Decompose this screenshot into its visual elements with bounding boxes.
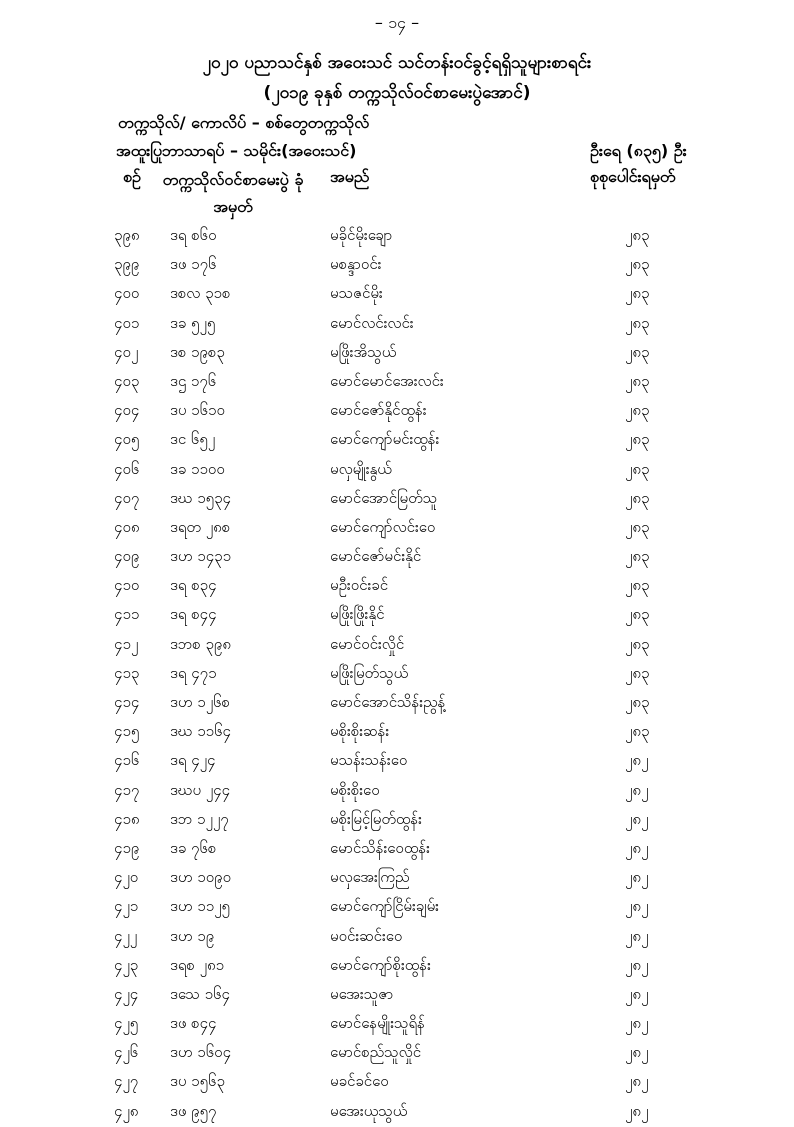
- serial-cell: ၄၀၀: [114, 284, 140, 303]
- marks-cell: ၂၈၃: [625, 605, 650, 624]
- serial-cell: ၄၂၁: [114, 897, 139, 916]
- serial-cell: ၄၁၈: [114, 809, 140, 828]
- name-cell: မလှမျိုးနွယ်: [330, 459, 392, 478]
- marks-cell: ၂၈၃: [625, 634, 650, 653]
- table-row: [0, 689, 794, 718]
- roll-number-cell: ဒဖ ၉၅၇: [170, 1101, 217, 1120]
- name-cell: မဖြိုးအိသွယ်: [330, 342, 397, 361]
- roll-number-cell: ဒဌ ၁၇၆: [170, 371, 217, 390]
- header-roll-number: တက္ကသိုလ်ဝင်စာမေးပွဲ ခုံအမှတ်: [162, 170, 304, 216]
- name-cell: မသန်းသန်းဝေ: [330, 751, 408, 770]
- name-cell: မစန္ဒာဝင်း: [330, 255, 382, 274]
- name-cell: မောင်ကျော်မင်းထွန်း: [330, 430, 440, 449]
- roll-number-cell: ဒပ ၁၅၆၃: [170, 1072, 225, 1091]
- table-row: [0, 572, 794, 601]
- serial-cell: ၄၁၁: [114, 605, 140, 624]
- header-name: အမည်: [330, 167, 370, 186]
- marks-cell: ၂၈၃: [625, 576, 650, 595]
- table-row: [0, 310, 794, 339]
- serial-cell: ၄၂၅: [114, 1014, 139, 1033]
- roll-number-cell: ဒပ ၁၆၁၀: [170, 401, 225, 420]
- serial-cell: ၄၂၂: [114, 926, 138, 945]
- marks-cell: ၂၈၃: [625, 459, 650, 478]
- marks-cell: ၂၈၃: [625, 226, 650, 244]
- header-serial: စဉ်: [123, 167, 141, 186]
- roll-number-cell: ဒသေ ၁၆၄: [170, 984, 230, 1003]
- serial-cell: ၄၁၆: [114, 751, 140, 770]
- marks-cell: ၂၈၃: [625, 342, 650, 361]
- roll-number-cell: ဒခ ၁၁၀၀: [170, 459, 225, 478]
- table-row: [0, 864, 794, 893]
- serial-cell: ၄၀၇: [114, 488, 140, 507]
- serial-cell: ၄၀၅: [114, 430, 140, 449]
- table-row: [0, 280, 794, 309]
- university-line: တက္ကသိုလ်/ ကောလိပ် – စစ်တွေတက္ကသိုလ်: [118, 113, 370, 132]
- roll-number-cell: ဒဖ ၁၇၆: [170, 255, 217, 274]
- marks-cell: ၂၈၃: [625, 371, 650, 390]
- table-row: [0, 1068, 794, 1097]
- document-title: ၂၀၂၀ ပညာသင်နှစ် အဝေးသင် သင်တန်းဝင်ခွင့်ရရှိသူများစာရင်း: [202, 53, 592, 73]
- marks-cell: ၂၈၃: [625, 517, 650, 536]
- table-row: [0, 1010, 794, 1039]
- table-row: [0, 660, 794, 689]
- document-subtitle: (၂၀၁၉ ခုနှစ် တက္ကသိုလ်ဝင်စာမေးပွဲအောင်): [263, 83, 531, 103]
- marks-cell: ၂၈၃: [625, 663, 650, 682]
- marks-cell: ၂၈၂: [625, 1101, 649, 1120]
- name-cell: မောင်ကျော်လင်းဝေ: [330, 517, 436, 536]
- serial-cell: ၄၁၅: [114, 722, 140, 741]
- roll-number-cell: ဒခ ၇၆စ: [170, 838, 217, 857]
- marks-cell: ၂၈၃: [625, 488, 650, 507]
- roll-number-cell: ဒဘစ ၃၉၈: [170, 634, 231, 653]
- marks-cell: ၂၈၃: [625, 430, 650, 449]
- name-cell: မောင်မောင်အေးလင်း: [330, 371, 444, 390]
- name-cell: မဝင်းဆင်းဝေ: [330, 926, 403, 945]
- name-cell: မောင်ဇော်နိုင်ထွန်း: [330, 401, 427, 420]
- serial-cell: ၄၁၃: [114, 663, 140, 682]
- name-cell: မောင်အောင်မြတ်သူ: [330, 488, 438, 507]
- name-cell: မောင်စည်သူလှိုင်: [330, 1043, 422, 1062]
- serial-cell: ၄၂၈: [114, 1101, 139, 1120]
- roll-number-cell: ဒဟ ၁၁၂၅: [170, 897, 230, 916]
- table-row: [0, 777, 794, 806]
- serial-cell: ၄၁၀: [114, 576, 140, 595]
- table-row: [0, 397, 794, 426]
- page-number: – ၁၄ –: [374, 13, 420, 32]
- roll-number-cell: ဒဃပ ၂၄၄: [170, 780, 231, 799]
- serial-cell: ၄၀၃: [114, 371, 140, 390]
- roll-number-cell: ဒဘ ၁၂၂၇: [170, 809, 229, 828]
- roll-number-cell: ဒရစ ၂၈၁: [170, 955, 225, 974]
- table-row: [0, 222, 794, 251]
- serial-cell: ၃၉၈: [114, 226, 140, 244]
- marks-cell: ၂၈၂: [625, 1014, 649, 1033]
- roll-number-cell: ဒရ စ၆၀: [170, 226, 217, 244]
- name-cell: မောင်လင်းလင်း: [330, 313, 414, 332]
- roll-number-cell: ဒဟ ၁၄၃၁: [170, 547, 232, 566]
- name-cell: မောင်အောင်သိန်းညွန့်: [330, 693, 446, 711]
- table-row: [0, 426, 794, 455]
- name-cell: မဖြိုးဖြိုးနိုင်: [330, 605, 385, 624]
- roll-number-cell: ဒခ ၅၂၅: [170, 313, 216, 332]
- table-row: [0, 368, 794, 397]
- marks-cell: ၂၈၂: [625, 868, 649, 887]
- roll-number-cell: ဒဃ ၁၅၃၄: [170, 488, 231, 507]
- table-row: [0, 631, 794, 660]
- table-row: [0, 485, 794, 514]
- name-cell: မခင်ခင်ဝေ: [330, 1072, 389, 1091]
- results-table: [0, 222, 794, 1127]
- subject-line: အထူးပြုဘာသာရပ် – သမိုင်း(အဝေးသင်): [116, 141, 357, 160]
- table-row: [0, 893, 794, 922]
- marks-cell: ၂၈၂: [625, 984, 649, 1003]
- name-cell: မခိုင်မိုးချော: [330, 226, 393, 244]
- roll-number-cell: ဒဟ ၁၂၆စ: [170, 693, 230, 711]
- table-row: [0, 1098, 794, 1127]
- roll-number-cell: ဒဟ ၁၆၀၄: [170, 1043, 232, 1062]
- table-row: [0, 251, 794, 280]
- marks-cell: ၂၈၂: [625, 1072, 649, 1091]
- serial-cell: ၄၀၁: [114, 313, 140, 332]
- serial-cell: ၄၁၉: [114, 838, 140, 857]
- marks-cell: ၂၈၃: [625, 313, 650, 332]
- marks-cell: ၂၈၂: [625, 780, 649, 799]
- name-cell: မအေးယုသွယ်: [330, 1101, 408, 1120]
- marks-cell: ၂၈၃: [625, 255, 650, 274]
- marks-cell: ၂၈၂: [625, 926, 649, 945]
- marks-cell: ၂၈၂: [625, 751, 649, 770]
- roll-number-cell: ဒရ စ၃၄: [170, 576, 217, 595]
- roll-number-cell: ဒဃ ၁၁၆၄: [170, 722, 231, 741]
- roll-number-cell: ဒဟ ၁၉: [170, 926, 215, 945]
- name-cell: မောင်ကျော်ငြိမ်းချမ်း: [330, 897, 439, 916]
- name-cell: မောင်ဇော်မင်းနိုင်: [330, 547, 422, 566]
- serial-cell: ၄၂၇: [114, 1072, 139, 1091]
- table-row: [0, 718, 794, 747]
- name-cell: မစိုးမြင့်မြတ်ထွန်း: [330, 809, 422, 828]
- serial-cell: ၃၉၉: [114, 255, 140, 274]
- table-row: [0, 339, 794, 368]
- table-row: [0, 601, 794, 630]
- serial-cell: ၄၁၄: [114, 693, 140, 711]
- name-cell: မောင်နေမျိုးသူရိန်: [330, 1014, 425, 1033]
- marks-cell: ၂၈၃: [625, 284, 650, 303]
- marks-cell: ၂၈၂: [625, 838, 649, 857]
- name-cell: မောင်ကျော်စိုးထွန်း: [330, 955, 431, 974]
- marks-cell: ၂၈၂: [625, 897, 649, 916]
- table-row: [0, 806, 794, 835]
- roll-number-cell: ဒရတ ၂၈စ: [170, 517, 231, 536]
- name-cell: မဦးဝင်းခင်: [330, 576, 389, 595]
- table-row: [0, 923, 794, 952]
- marks-cell: ၂၈၃: [625, 401, 650, 420]
- marks-cell: ၂၈၂: [625, 1043, 649, 1062]
- name-cell: မလှအေးကြည်: [330, 868, 410, 887]
- table-row: [0, 747, 794, 776]
- marks-cell: ၂၈၃: [625, 722, 650, 741]
- name-cell: မစိုးစိုးဝေ: [330, 780, 380, 799]
- roll-number-cell: ဒရ ၄၇၁: [170, 663, 217, 682]
- roll-number-cell: ဒဖ စ၄၄: [170, 1014, 217, 1033]
- roll-number-cell: ဒစလ ၃၁စ: [170, 284, 231, 303]
- table-row: [0, 981, 794, 1010]
- name-cell: မအေးသူဇာ: [330, 984, 394, 1003]
- serial-cell: ၄၀၈: [114, 517, 140, 536]
- header-total-marks: စုစုပေါင်းရမှတ်: [590, 167, 676, 186]
- roll-number-cell: ဒရ ၄၂၄: [170, 751, 216, 770]
- table-row: [0, 952, 794, 981]
- roll-number-cell: ဒရ စ၄၄: [170, 605, 217, 624]
- serial-cell: ၄၂၀: [114, 868, 139, 887]
- serial-cell: ၄၂၃: [114, 955, 139, 974]
- marks-cell: ၂၈၂: [625, 955, 649, 974]
- serial-cell: ၄၀၉: [114, 547, 140, 566]
- marks-cell: ၂၈၂: [625, 809, 649, 828]
- serial-cell: ၄၀၂: [114, 342, 139, 361]
- roll-number-cell: ဒစ ၁၉စ၃: [170, 342, 225, 361]
- name-cell: မသဇင်မိုး: [330, 284, 383, 303]
- marks-cell: ၂၈၃: [625, 547, 650, 566]
- table-row: [0, 543, 794, 572]
- table-row: [0, 456, 794, 485]
- marks-cell: ၂၈၃: [625, 693, 650, 711]
- serial-cell: ၄၀၄: [114, 401, 140, 420]
- name-cell: မစိုးစိုးဆန်း: [330, 722, 390, 741]
- name-cell: မဖြိုးမြတ်သွယ်: [330, 663, 409, 682]
- roll-number-cell: ဒင ၆၅၂: [170, 430, 216, 449]
- serial-cell: ၄၀၆: [114, 459, 140, 478]
- name-cell: မောင်ဝင်းလှိုင်: [330, 634, 405, 653]
- table-row: [0, 835, 794, 864]
- serial-cell: ၄၁၂: [114, 634, 139, 653]
- table-row: [0, 514, 794, 543]
- name-cell: မောင်သိန်းဝေထွန်း: [330, 838, 430, 857]
- serial-cell: ၄၂၄: [114, 984, 139, 1003]
- total-line: ဦးရေ (၈၃၅) ဦး: [590, 141, 687, 160]
- table-row: [0, 1039, 794, 1068]
- serial-cell: ၄၂၆: [114, 1043, 139, 1062]
- roll-number-cell: ဒဟ ၁၀၉၀: [170, 868, 232, 887]
- serial-cell: ၄၁၇: [114, 780, 140, 799]
